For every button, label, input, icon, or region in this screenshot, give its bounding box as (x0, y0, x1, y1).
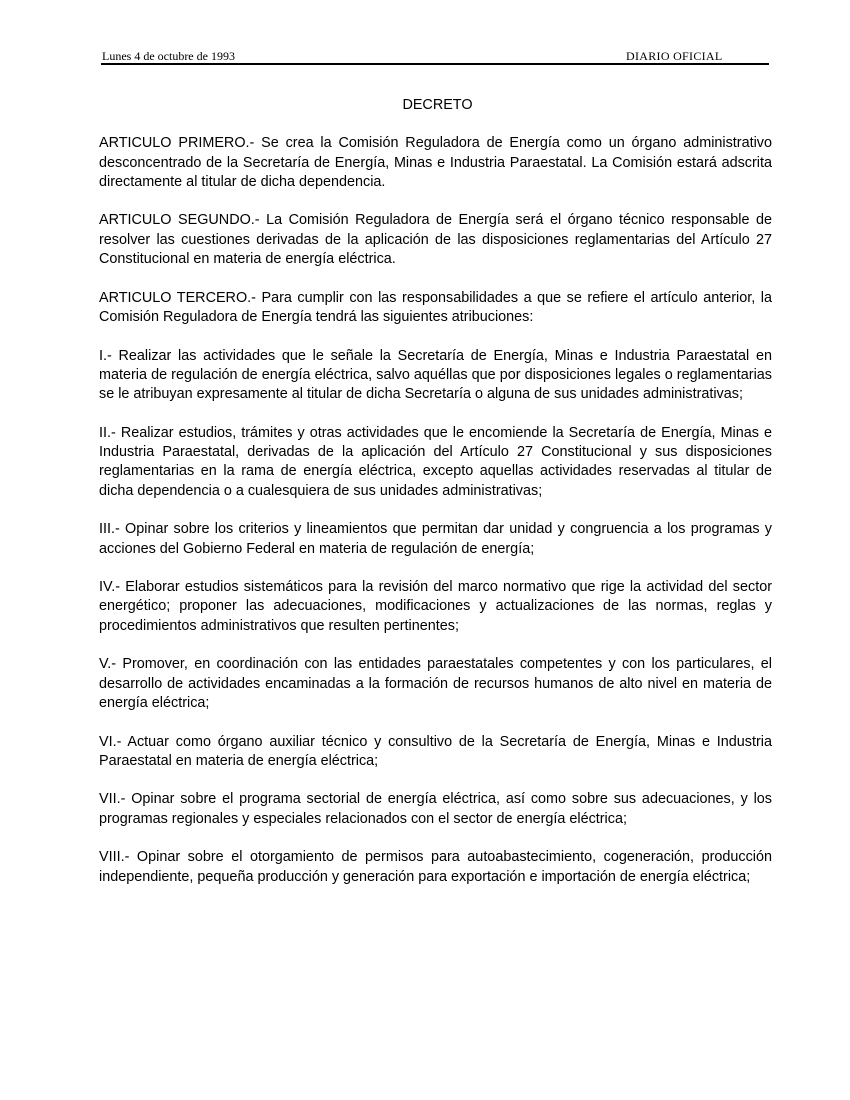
article-tercero: ARTICULO TERCERO.- Para cumplir con las responsabilidades a que se refiere el artículo anterior, la Comisión Reguladora de Energía tendrá las siguientes atribuciones: (99, 289, 772, 325)
fraction-iv: IV.- Elaborar estudios sistemáticos para la revisión del marco normativo que rige la actividad del sector energético; proponer las adecuaciones, modificaciones y actualizaciones de las normas, reglas y procedimientos administrativos que resulten pertinentes; (99, 579, 772, 634)
fraction-iii: III.- Opinar sobre los criterios y lineamientos que permitan dar unidad y congruencia a los programas y acciones del Gobierno Federal en materia de regulación de energía; (99, 521, 772, 557)
fraction-vii: VII.- Opinar sobre el programa sectorial de energía eléctrica, así como sobre sus adecuaciones, y los programas regionales y especiales relacionados con el sector de energía eléctrica; (99, 791, 772, 827)
fraction-ii: II.- Realizar estudios, trámites y otras actividades que le encomiende la Secretaría de Energía, Minas e Industria Paraestatal, derivadas de la aplicación del Artículo 27 Constitucional y sus disposiciones reglamentarias en la rama de energía eléctrica, excepto aquellas actividades reservadas al titular de dicha dependencia o a cualesquiera de sus unidades administrativas; (99, 424, 772, 499)
header-rule (101, 63, 769, 65)
article-segundo: ARTICULO SEGUNDO.- La Comisión Reguladora de Energía será el órgano técnico responsable de resolver las cuestiones derivadas de la aplicación de las disposiciones reglamentarias del Artículo 27 Constitucional en materia de energía eléctrica. (99, 212, 772, 268)
document-title: DECRETO (402, 97, 473, 113)
article-primero: ARTICULO PRIMERO.- Se crea la Comisión Reguladora de Energía como un órgano administrativo desconcentrado de la Secretaría de Energía, Minas e Industria Paraestatal. La Comisión estará adscrita directamente al titular de dicha dependencia. (99, 135, 772, 190)
fraction-v: V.- Promover, en coordinación con las entidades paraestatales competentes y con los particulares, el desarrollo de actividades encaminadas a la formación de recursos humanos de alto nivel en materia de energía eléctrica; (99, 656, 772, 711)
fraction-i: I.- Realizar las actividades que le señale la Secretaría de Energía, Minas e Industria Paraestatal en materia de regulación de energía eléctrica, salvo aquéllas que por disposiciones legales o reglamentarias se le atribuyan expresamente al titular de dicha Secretaría o alguna de sus unidades administrativas; (99, 347, 772, 403)
fraction-viii: VIII.- Opinar sobre el otorgamiento de permisos para autoabastecimiento, cogeneración, producción independiente, pequeña producción y generación para exportación e importación de energía eléctrica; (99, 849, 772, 885)
header-date: Lunes 4 de octubre de 1993 (102, 49, 235, 63)
fraction-vi: VI.- Actuar como órgano auxiliar técnico y consultivo de la Secretaría de Energía, Minas e Industria Paraestatal en materia de energía eléctrica; (99, 733, 772, 769)
header-publication: DIARIO OFICIAL (626, 49, 723, 63)
document-body (99, 96, 772, 906)
